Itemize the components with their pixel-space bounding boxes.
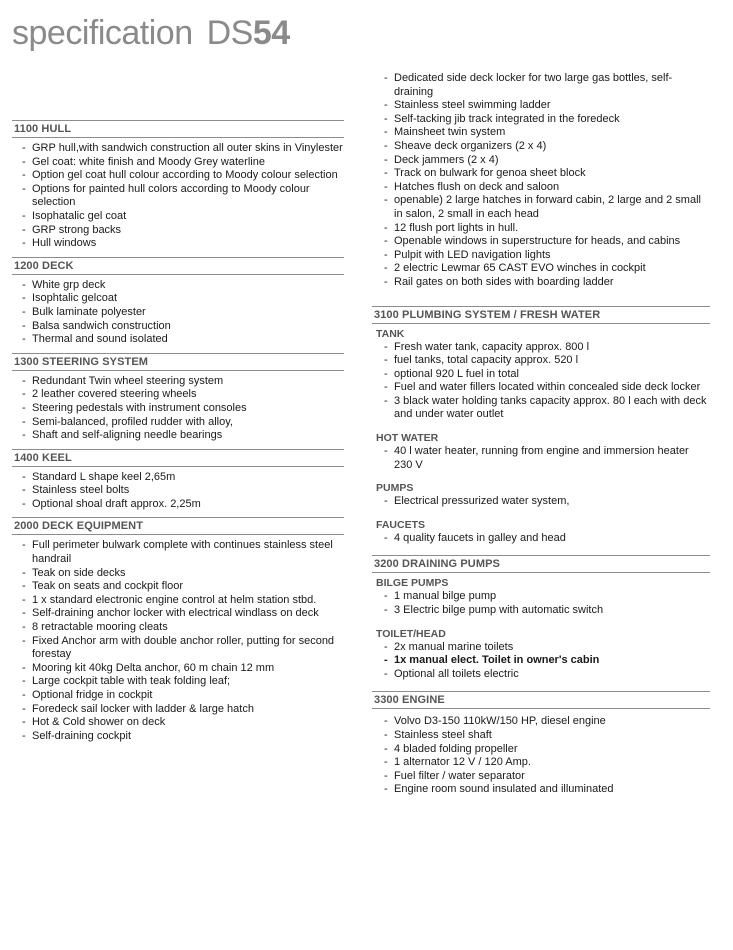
list-item: - Stainless steel swimming ladder bbox=[372, 99, 710, 113]
item-list bbox=[12, 467, 344, 518]
list-item: - Dedicated side deck locker for two large gas bottles, self-draining bbox=[372, 72, 710, 99]
list-item: - 1 alternator 12 V / 120 Amp. bbox=[372, 756, 710, 770]
section-deck-equipment bbox=[12, 517, 344, 749]
section-heading: 1400 KEEL bbox=[12, 449, 344, 467]
left-column bbox=[12, 120, 344, 749]
list-item: - Volvo D3-150 110kW/150 HP, diesel engine bbox=[372, 715, 710, 729]
item-list bbox=[372, 340, 710, 429]
item-list bbox=[372, 640, 710, 688]
list-item: - 2x manual marine toilets bbox=[372, 641, 710, 655]
list-item: - Rail gates on both sides with boarding ladder bbox=[372, 276, 710, 290]
list-item: - Engine room sound insulated and illuminated bbox=[372, 783, 710, 797]
item-list bbox=[12, 535, 344, 749]
list-item: - Shaft and self-aligning needle bearings bbox=[12, 429, 344, 443]
list-item: - 1x manual elect. Toilet in owner's cabin bbox=[372, 654, 710, 668]
list-item: - Track on bulwark for genoa sheet block bbox=[372, 167, 710, 181]
list-item: - Hull windows bbox=[12, 237, 344, 251]
list-item: - Option gel coat hull colour according to Moody colour selection bbox=[12, 169, 344, 183]
list-item: - Hatches flush on deck and saloon bbox=[372, 181, 710, 195]
list-item: - optional 920 L fuel in total bbox=[372, 368, 710, 382]
title-prefix: specification bbox=[12, 14, 193, 52]
list-item: - Mainsheet twin system bbox=[372, 126, 710, 140]
list-item: - 4 bladed folding propeller bbox=[372, 743, 710, 757]
subsection-heading-bilge: BILGE PUMPS bbox=[376, 577, 449, 590]
subsection-heading-tank: TANK bbox=[376, 327, 405, 340]
list-item: - 1 x standard electronic engine control at helm station stbd. bbox=[12, 594, 344, 608]
list-item: - Optional fridge in cockpit bbox=[12, 689, 344, 703]
right-column bbox=[372, 72, 710, 803]
item-list bbox=[372, 494, 710, 515]
list-item: - Semi-balanced, profiled rudder with alloy, bbox=[12, 416, 344, 430]
subsection-heading-hot-water: HOT WATER bbox=[376, 432, 439, 445]
list-item: - Isophatalic gel coat bbox=[12, 210, 344, 224]
list-item: - Steering pedestals with instrument consoles bbox=[12, 402, 344, 416]
list-item: - Optional shoal draft approx. 2,25m bbox=[12, 498, 344, 512]
section-keel bbox=[12, 449, 344, 518]
list-item: - Self-draining anchor locker with electrical windlass on deck bbox=[12, 607, 344, 621]
section-plumbing bbox=[372, 306, 710, 552]
list-item: - Large cockpit table with teak folding leaf; bbox=[12, 675, 344, 689]
item-list bbox=[372, 709, 710, 803]
section-draining bbox=[372, 555, 710, 687]
list-item: - Sheave deck organizers (2 x 4) bbox=[372, 140, 710, 154]
list-item: - openable) 2 large hatches in forward cabin, 2 large and 2 small in salon, 2 small in each head bbox=[372, 194, 710, 221]
list-item: - Fuel filter / water separator bbox=[372, 770, 710, 784]
list-item: - fuel tanks, total capacity approx. 520 l bbox=[372, 354, 710, 368]
list-item: - 3 Electric bilge pump with automatic switch bbox=[372, 604, 710, 618]
list-item: - Teak on side decks bbox=[12, 567, 344, 581]
section-hull bbox=[12, 120, 344, 257]
list-item: - 4 quality faucets in galley and head bbox=[372, 532, 710, 546]
list-item: - Standard L shape keel 2,65m bbox=[12, 471, 344, 485]
section-heading: 1100 HULL bbox=[12, 120, 344, 138]
section-engine bbox=[372, 691, 710, 803]
section-deck bbox=[12, 257, 344, 353]
list-item: - Teak on seats and cockpit floor bbox=[12, 580, 344, 594]
list-item: - Fixed Anchor arm with double anchor roller, putting for second forestay bbox=[12, 635, 344, 662]
section-heading: 1200 DECK bbox=[12, 257, 344, 275]
list-item: - Foredeck sail locker with ladder & large hatch bbox=[12, 703, 344, 717]
list-item: - Hot & Cold shower on deck bbox=[12, 716, 344, 730]
list-item: - 2 electric Lewmar 65 CAST EVO winches in cockpit bbox=[372, 262, 710, 276]
list-item: - Optional all toilets electric bbox=[372, 668, 710, 682]
list-item: - GRP strong backs bbox=[12, 224, 344, 238]
list-item: - White grp deck bbox=[12, 279, 344, 293]
subsection-heading-faucets: FAUCETS bbox=[376, 518, 426, 531]
list-item: - Balsa sandwich construction bbox=[12, 320, 344, 334]
section-heading: 2000 DECK EQUIPMENT bbox=[12, 517, 344, 535]
subsection-heading-toilet: TOILET/HEAD bbox=[376, 627, 446, 640]
list-item: - Self-draining cockpit bbox=[12, 730, 344, 744]
item-list bbox=[372, 531, 710, 552]
list-item: - Self-tacking jib track integrated in the foredeck bbox=[372, 113, 710, 127]
deck-equipment-continued-list bbox=[372, 72, 710, 296]
list-item: - Stainless steel shaft bbox=[372, 729, 710, 743]
list-item: - Gel coat: white finish and Moody Grey waterline bbox=[12, 156, 344, 170]
section-heading: 3300 ENGINE bbox=[372, 691, 710, 709]
section-heading: 3100 PLUMBING SYSTEM / FRESH WATER bbox=[372, 306, 710, 324]
list-item: - Electrical pressurized water system, bbox=[372, 495, 710, 509]
item-list bbox=[12, 138, 344, 257]
section-heading: 1300 STEERING SYSTEM bbox=[12, 353, 344, 371]
list-item: - 1 manual bilge pump bbox=[372, 590, 710, 604]
list-item: - Stainless steel bolts bbox=[12, 484, 344, 498]
document-title bbox=[12, 14, 290, 53]
list-item: - Openable windows in superstructure for heads, and cabins bbox=[372, 235, 710, 249]
list-item: - Bulk laminate polyester bbox=[12, 306, 344, 320]
list-item: - Redundant Twin wheel steering system bbox=[12, 375, 344, 389]
list-item: - 2 leather covered steering wheels bbox=[12, 388, 344, 402]
list-item: - 8 retractable mooring cleats bbox=[12, 621, 344, 635]
item-list bbox=[372, 444, 710, 478]
list-item: - Deck jammers (2 x 4) bbox=[372, 154, 710, 168]
list-item: - Isophtalic gelcoat bbox=[12, 292, 344, 306]
section-steering bbox=[12, 353, 344, 449]
list-item: - Thermal and sound isolated bbox=[12, 333, 344, 347]
list-item: - Fresh water tank, capacity approx. 800 l bbox=[372, 341, 710, 355]
list-item: - Full perimeter bulwark complete with continues stainless steel handrail bbox=[12, 539, 344, 566]
item-list bbox=[12, 371, 344, 449]
list-item: - GRP hull,with sandwich construction all outer skins in Vinylester bbox=[12, 142, 344, 156]
list-item: - Options for painted hull colors according to Moody colour selection bbox=[12, 183, 344, 210]
list-item: - Pulpit with LED navigation lights bbox=[372, 249, 710, 263]
item-list bbox=[12, 275, 344, 353]
title-model-letters: DS bbox=[206, 14, 253, 52]
list-item: - Mooring kit 40kg Delta anchor, 60 m chain 12 mm bbox=[12, 662, 344, 676]
list-item: - Fuel and water fillers located within concealed side deck locker bbox=[372, 381, 710, 395]
section-heading: 3200 DRAINING PUMPS bbox=[372, 555, 710, 573]
list-item: - 12 flush port lights in hull. bbox=[372, 222, 710, 236]
list-item: - 3 black water holding tanks capacity approx. 80 l each with deck and under water outlet bbox=[372, 395, 710, 422]
subsection-heading-pumps: PUMPS bbox=[376, 482, 414, 495]
title-model-number: 54 bbox=[252, 14, 290, 52]
list-item: - 40 l water heater, running from engine and immersion heater 230 V bbox=[372, 445, 710, 472]
item-list bbox=[372, 589, 710, 623]
